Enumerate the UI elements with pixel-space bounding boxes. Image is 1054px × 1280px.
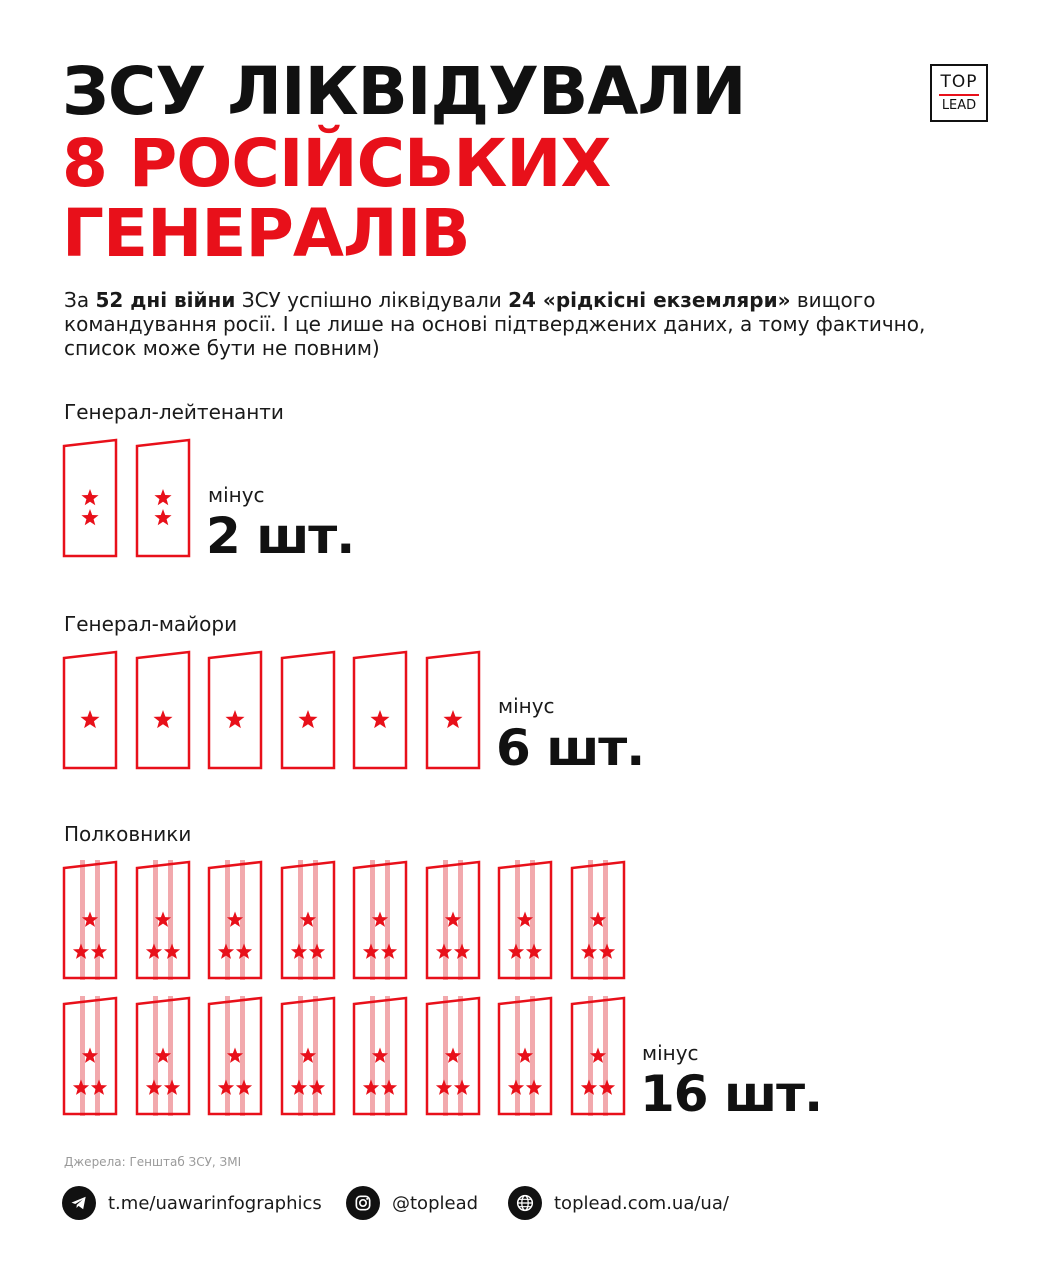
lt-general-strap-1 <box>62 438 118 558</box>
section-label-maj-generals: Генерал-майори <box>64 612 238 636</box>
intro-text-1: За <box>64 288 96 312</box>
telegram-icon <box>62 1186 96 1220</box>
colonel-strap-4 <box>280 860 336 980</box>
colonel-strap-5 <box>352 860 408 980</box>
footer-telegram[interactable] <box>62 1186 322 1220</box>
intro-text-2: ЗСУ успішно ліквідували <box>235 288 509 312</box>
logo-top-text: TOP <box>940 72 978 92</box>
colonel-strap-15 <box>497 996 553 1116</box>
maj-general-strap-4 <box>280 650 336 770</box>
lt-general-strap-2 <box>135 438 191 558</box>
colonel-strap-7 <box>497 860 553 980</box>
section-label-lt-generals: Генерал-лейтенанти <box>64 400 284 424</box>
title-line-3: ГЕНЕРАЛІВ <box>62 195 470 272</box>
colonel-strap-14 <box>425 996 481 1116</box>
logo-bottom-text: LEAD <box>941 98 977 113</box>
telegram-link[interactable]: t.me/uawarinfographics <box>108 1192 322 1214</box>
colonel-strap-3 <box>207 860 263 980</box>
lt-generals-count: 2 шт. <box>206 507 355 565</box>
colonel-strap-8 <box>570 860 626 980</box>
title-line-1: ЗСУ ЛІКВІДУВАЛИ <box>62 53 746 130</box>
colonel-strap-12 <box>280 996 336 1116</box>
intro-paragraph <box>64 288 984 360</box>
instagram-icon <box>346 1186 380 1220</box>
instagram-handle[interactable]: @toplead <box>392 1192 479 1214</box>
maj-general-strap-5 <box>352 650 408 770</box>
colonel-strap-13 <box>352 996 408 1116</box>
colonels-count: 16 шт. <box>640 1065 823 1123</box>
section-label-colonels: Полковники <box>64 822 192 846</box>
maj-general-strap-1 <box>62 650 118 770</box>
maj-general-strap-3 <box>207 650 263 770</box>
colonel-strap-6 <box>425 860 481 980</box>
maj-generals-minus: мінус <box>498 694 555 718</box>
colonel-strap-1 <box>62 860 118 980</box>
lt-generals-minus: мінус <box>208 483 265 507</box>
footer-website[interactable] <box>508 1186 729 1220</box>
colonel-strap-2 <box>135 860 191 980</box>
colonel-strap-11 <box>207 996 263 1116</box>
website-link[interactable]: toplead.com.ua/ua/ <box>554 1192 729 1214</box>
source-note: Джерела: Генштаб ЗСУ, ЗМІ <box>64 1155 242 1169</box>
colonel-strap-9 <box>62 996 118 1116</box>
toplead-logo <box>930 64 988 122</box>
intro-bold-days: 52 дні війни <box>95 288 236 312</box>
maj-generals-count: 6 шт. <box>496 719 645 777</box>
colonels-minus: мінус <box>642 1041 699 1065</box>
maj-general-strap-6 <box>425 650 481 770</box>
globe-icon <box>508 1186 542 1220</box>
logo-divider <box>939 94 979 96</box>
intro-text-3: вищого командування росії. І це лише на основі підтверджених даних, а тому фактично, список може бути не повним) <box>64 288 926 360</box>
intro-bold-count: 24 «рідкісні екземляри» <box>508 288 791 312</box>
colonel-strap-10 <box>135 996 191 1116</box>
title-line-2: 8 РОСІЙСЬКИХ <box>62 125 611 202</box>
colonel-strap-16 <box>570 996 626 1116</box>
footer-instagram[interactable] <box>346 1186 478 1220</box>
maj-general-strap-2 <box>135 650 191 770</box>
